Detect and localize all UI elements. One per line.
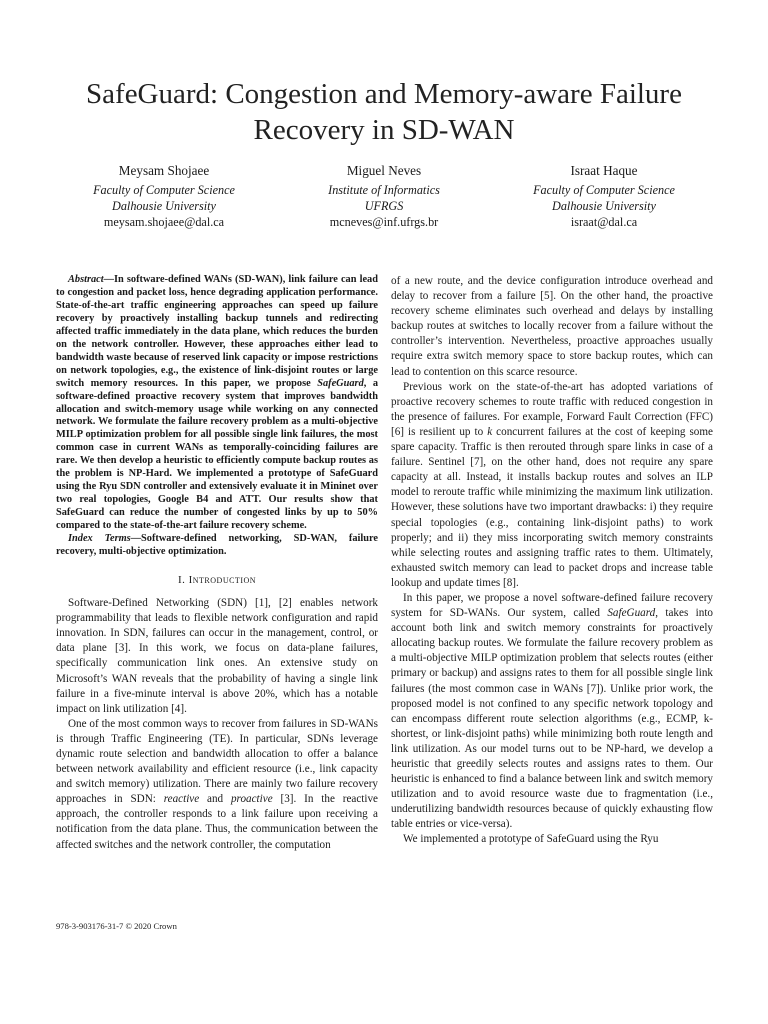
abstract-label: Abstract: [68, 274, 104, 285]
author-email: israat@dal.ca: [570, 215, 638, 229]
author-email: meysam.shojaee@dal.ca: [103, 215, 225, 229]
author-2: [274, 163, 494, 230]
author-institution: Dalhousie University: [552, 199, 656, 213]
author-institution: UFRGS: [364, 199, 404, 213]
index-terms: [56, 533, 378, 559]
intro-paragraph-1: Software-Defined Networking (SDN) [1], [2] enables network programmability that leads to flexible network configuration and rapid innovation. In SDN, failures can occur in the management, control, or data plane [3]. In this work, we focus on data-plane failures, specifically communication link ones. An extensive study on Microsoft’s WAN reveals that the probability of having a single link failure in a five-minute interval is above 20%, which has a notable impact on link utilization [4].: [56, 597, 378, 715]
title-line-2: Recovery in SD-WAN: [253, 114, 515, 146]
author-affiliation: Faculty of Computer Science: [93, 183, 235, 197]
right-column: [391, 274, 713, 848]
right-paragraph-4: We implemented a prototype of SafeGuard using the Ryu: [403, 833, 659, 846]
intro-term-proactive: proactive: [230, 793, 273, 806]
intro-paragraph-2-and: and: [199, 793, 231, 806]
variable-k: k: [487, 425, 493, 438]
author-email: mcneves@inf.ufrgs.br: [329, 215, 439, 229]
intro-paragraph-2-text-a: One of the most common ways to recover from failures in SD-WANs is through Traffic Engineering (TE). In particular, SDNs leverage dynamic route selection and bandwidth allocation to offer a balance between network availability and efficient resource (i.e., link capacity and switch memory) utilization. There are mainly two failure recovery approaches in SDN:: [56, 717, 378, 806]
index-terms-dash: —: [130, 533, 142, 545]
author-3: [494, 163, 714, 230]
author-institution: Dalhousie University: [112, 199, 216, 213]
author-affiliation: Institute of Informatics: [328, 183, 440, 197]
index-terms-label: Index Terms: [68, 533, 131, 545]
author-name: Meysam Shojaee: [118, 163, 210, 178]
copyright-footer: 978-3-903176-31-7 © 2020 Crown: [56, 921, 177, 931]
intro-term-reactive: reactive: [163, 793, 200, 806]
author-1: [54, 163, 274, 230]
right-paragraph-2: [391, 380, 713, 591]
right-paragraph-2-text-a: Previous work on the state-of-the-art has adopted variations of proactive recovery schemes to route traffic with reduced congestion in the presence of failures. For example, Forward Fault Correction (FFC) [6] is resilient up to: [391, 380, 713, 438]
right-paragraph-1: of a new route, and the device configuration introduce overhead and delay to recover from a failure [5]. On the other hand, the proactive recovery scheme eliminates such overhead and delays by installing backup routes at switches to locally recover from a failure without the controller’s intervention. Nevertheless, proactive approaches usually require extra switch memory space to store backup routes, which can lead to contention on this scarce resource.: [391, 275, 713, 378]
author-affiliation: Faculty of Computer Science: [533, 183, 675, 197]
right-paragraph-2-text-b: concurrent failures at the cost of keeping some spare capacity. Traffic is then rerouted through spare links in case of a failure. Sentinel [7], on the other hand, does not require any spare capacity at all. Instead, it installs backup routes and solves an ILP model to reroute traffic while minimizing the maximum link utilization. However, these solutions have two important drawbacks: i) they require special topologies (e.g., containing link-disjoint paths) to work properly; and ii) they miss incorporating switch memory constraints while selecting routes and assigning traffic rates to them. Ultimately, exhausted switch memory can lead to packet drops and increase table lookup and update times [8].: [391, 425, 713, 589]
right-paragraph-3: [391, 591, 713, 833]
abstract-dash: —: [103, 274, 114, 285]
abstract: [56, 274, 378, 533]
right-paragraph-3-text-b: , takes into account both link and switch memory constraints for proactively allocating backup routes. We formulate the failure recovery problem as a multi-objective MILP optimization problem that selects routes (either primary or backup) and assigns rates to them for all possible single link failures (the most common case in WANs [7]). Unlike prior work, the proposed model is not confined to any specific network topology and can encompass different route selection algorithms (e.g., ECMP, k-shortest, or link-disjoint paths) while minimizing both route length and link utilization. As our model turns out to be NP-hard, we develop a heuristic that greedily selects routes and assigns rates to them. Our heuristic is enhanced to find a balance between link and switch memory utilization and to avoid resource waste due to fragmentation (i.e., underutilizing bandwidth resources because of quickly exhausting flow table entries or vice-versa).: [391, 607, 713, 831]
author-block: [40, 163, 728, 233]
title-line-1: SafeGuard: Congestion and Memory-aware Failure: [86, 78, 682, 110]
abstract-system-name: SafeGuard: [317, 377, 364, 389]
author-name: Israat Haque: [570, 163, 638, 178]
index-terms-text: Software-defined networking, SD-WAN, failure recovery, multi-objective optimization.: [56, 533, 379, 558]
system-name: SafeGuard: [607, 607, 656, 620]
section-heading-introduction: I. Introduction: [177, 573, 257, 586]
abstract-text-2: , a software-defined proactive recovery system that improves bandwidth allocation and switch-memory usage while working on any connected network. We formulate the failure recovery problem as a multi-objective MILP optimization problem for all possible single link failures, the most common case in current WANs as temporally-coinciding failures are rare. We then develop a heuristic to efficiently compute backup routes as the problem is NP-Hard. We implemented a prototype of SafeGuard using the Ryu SDN controller and extensively evaluate it in Mininet over two real topologies, Google B4 and ATT. Our results show that SafeGuard can reduce the number of congested links by up to 50% compared to the state-of-the-art failure recovery scheme.: [56, 377, 379, 532]
right-paragraph-3-text-a: In this paper, we propose a novel software-defined failure recovery system for SD-WANs. Our system, called: [391, 591, 713, 620]
intro-paragraph-2: [56, 717, 378, 853]
abstract-text-1: In software-defined WANs (SD-WAN), link failure can lead to congestion and packet loss, hence degrading application performance. State-of-the-art traffic engineering approaches can speed up failure recovery by proactively installing backup tunnels and redirecting affected traffic immediately in the data plane, which reduces the burden on the network controller. However, these approaches either lead to bandwidth waste because of reserved link capacity or impose restrictions on network topologies, e.g., the existence of link-disjoint routes or large switch memory resources. In this paper, we propose: [56, 274, 378, 389]
intro-paragraph-2-text-b: [3]. In the reactive approach, the controller responds to a link failure upon receiving a notification from the data plane. Thus, the communication between the affected switches and the network controller, the computation: [56, 793, 378, 851]
left-column: [56, 274, 378, 853]
paper-title: [40, 76, 728, 148]
author-name: Miguel Neves: [346, 163, 422, 178]
